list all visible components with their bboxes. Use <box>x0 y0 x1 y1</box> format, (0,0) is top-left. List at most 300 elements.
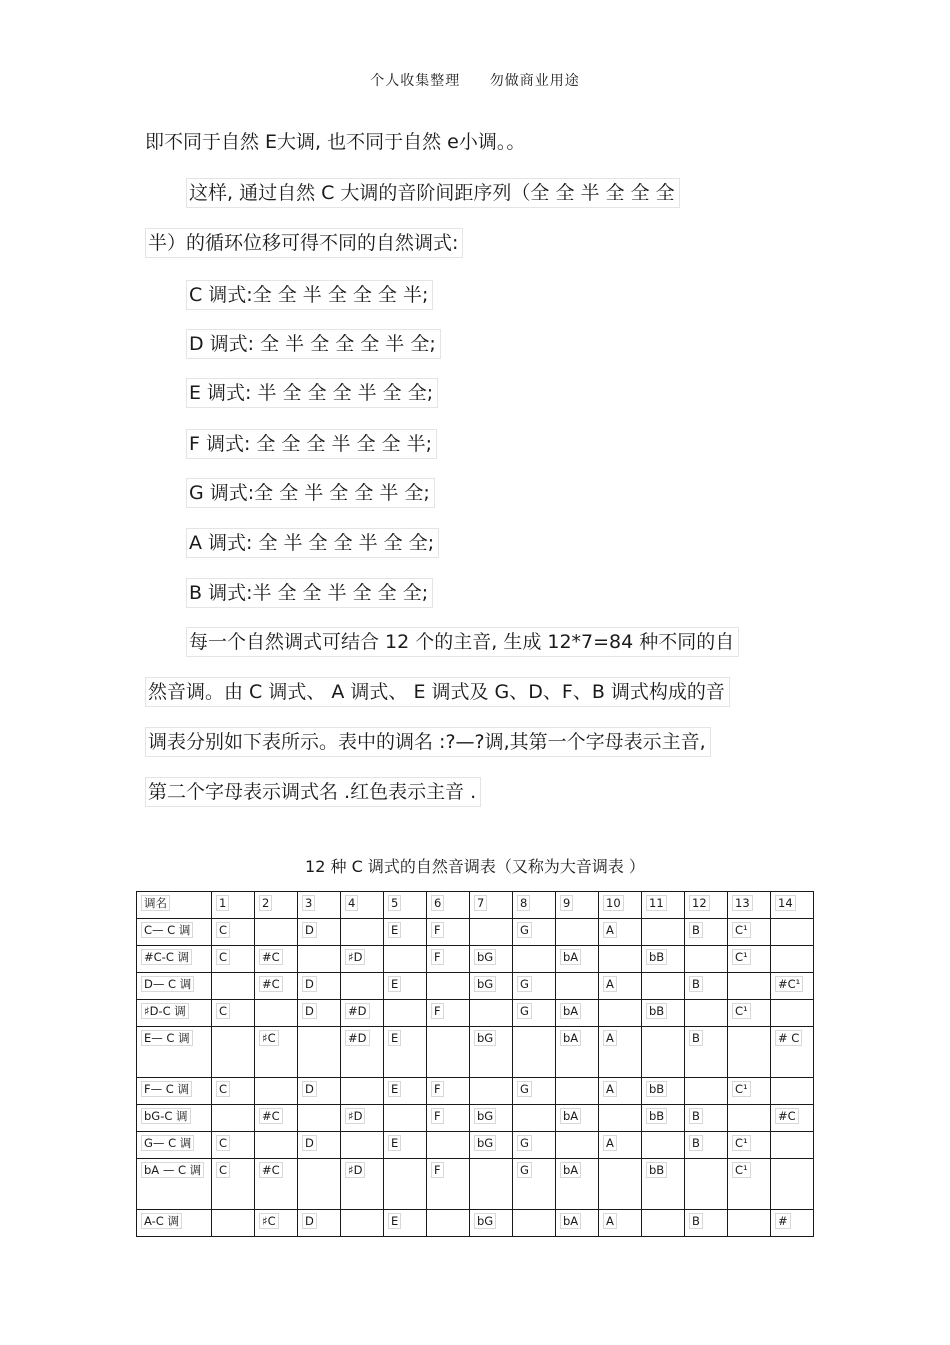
note-cell <box>513 1027 556 1078</box>
note-cell <box>384 946 427 973</box>
note-cell <box>771 1159 814 1210</box>
note-cell <box>470 973 513 1000</box>
note: C¹ <box>732 922 751 938</box>
key-name: bA — C 调 <box>141 1162 204 1178</box>
note: # <box>775 1213 791 1229</box>
note-cell <box>470 892 513 919</box>
note: ♯D <box>345 949 365 965</box>
note: ♯D <box>345 1162 365 1178</box>
note: G <box>517 1003 532 1019</box>
note: D <box>302 1003 317 1019</box>
note-cell <box>298 919 341 946</box>
note-cell <box>685 919 728 946</box>
note-cell <box>384 973 427 1000</box>
note-cell <box>599 1027 642 1078</box>
mode-line-b: B 调式:半 全 全 半 全 全 全; <box>186 578 433 608</box>
note-cell <box>728 973 771 1000</box>
mode-line-g: G 调式:全 全 半 全 全 半 全; <box>186 478 435 508</box>
key-name-cell <box>137 1000 212 1027</box>
note: bB <box>646 1003 667 1019</box>
note: 1 <box>216 895 229 911</box>
note: D <box>302 976 317 992</box>
mode-line-d: D 调式: 全 半 全 全 全 半 全; <box>186 329 441 359</box>
note-cell <box>685 1078 728 1105</box>
note-cell <box>255 946 298 973</box>
key-name: F— C 调 <box>141 1081 192 1097</box>
note-cell <box>341 1105 384 1132</box>
note: E <box>388 976 401 992</box>
note-cell <box>513 1000 556 1027</box>
note-cell <box>298 1000 341 1027</box>
key-name: E— C 调 <box>141 1030 193 1046</box>
mode-line-f: F 调式: 全 全 全 半 全 全 半; <box>186 429 437 459</box>
note-cell <box>556 892 599 919</box>
note: C <box>216 949 230 965</box>
note-cell <box>599 892 642 919</box>
note-cell <box>771 1210 814 1237</box>
note: bG <box>474 1030 496 1046</box>
key-name: C— C 调 <box>141 922 193 938</box>
header-left: 个人收集整理 <box>370 73 461 89</box>
note-cell <box>599 1078 642 1105</box>
note-cell <box>728 1210 771 1237</box>
key-name: 调名 <box>141 895 170 911</box>
note-cell <box>384 919 427 946</box>
note-cell <box>212 1132 255 1159</box>
key-name-cell <box>137 892 212 919</box>
paragraph-line: 调表分别如下表所示。表中的调名 :?—?调,其第一个字母表示主音, <box>145 727 711 757</box>
table-row <box>137 1105 814 1132</box>
note-cell <box>771 946 814 973</box>
note-cell <box>771 919 814 946</box>
note: bG <box>474 1108 496 1124</box>
note-cell <box>771 1000 814 1027</box>
note-cell <box>728 1105 771 1132</box>
key-table <box>136 891 814 1237</box>
note: 10 <box>603 895 624 911</box>
note-cell <box>384 1132 427 1159</box>
note: 9 <box>560 895 573 911</box>
note: A <box>603 922 617 938</box>
note: C¹ <box>732 1003 751 1019</box>
note: A <box>603 1135 617 1151</box>
note: A <box>603 1081 617 1097</box>
note-cell <box>728 1132 771 1159</box>
note-cell <box>384 1027 427 1078</box>
note-cell <box>470 919 513 946</box>
key-name: D— C 调 <box>141 976 194 992</box>
note: C¹ <box>732 1081 751 1097</box>
note-cell <box>470 1027 513 1078</box>
table-row <box>137 1078 814 1105</box>
note-cell <box>341 1078 384 1105</box>
note-cell <box>728 1000 771 1027</box>
note-cell <box>642 1027 685 1078</box>
note: 8 <box>517 895 530 911</box>
note-cell <box>599 1132 642 1159</box>
note-cell <box>728 919 771 946</box>
note-cell <box>556 946 599 973</box>
note-cell <box>341 1132 384 1159</box>
note: C <box>216 1003 230 1019</box>
note: #D <box>345 1030 370 1046</box>
note: bA <box>560 1108 581 1124</box>
note-cell <box>642 946 685 973</box>
note-cell <box>470 1000 513 1027</box>
note-cell <box>513 1132 556 1159</box>
note-cell <box>298 1159 341 1210</box>
note: C <box>216 1162 230 1178</box>
note: G <box>517 922 532 938</box>
note-cell <box>384 1210 427 1237</box>
key-name: A-C 调 <box>141 1213 182 1229</box>
note-cell <box>556 919 599 946</box>
note-cell <box>599 1105 642 1132</box>
note: # C <box>775 1030 802 1046</box>
note: bA <box>560 1162 581 1178</box>
note-cell <box>470 1078 513 1105</box>
note: #C¹ <box>775 976 803 992</box>
note-cell <box>341 1027 384 1078</box>
note-cell <box>556 1210 599 1237</box>
note-cell <box>642 973 685 1000</box>
note-cell <box>470 946 513 973</box>
note: ♯C <box>259 1213 279 1229</box>
note: 6 <box>431 895 444 911</box>
note: 2 <box>259 895 272 911</box>
note-cell <box>556 1105 599 1132</box>
note-cell <box>642 1105 685 1132</box>
note-cell <box>513 919 556 946</box>
key-name: bG-C 调 <box>141 1108 191 1124</box>
note: bB <box>646 1108 667 1124</box>
paragraph-line: 然音调。由 C 调式、 A 调式、 E 调式及 G、D、F、B 调式构成的音 <box>145 677 730 707</box>
table-row <box>137 1000 814 1027</box>
note: C¹ <box>732 1162 751 1178</box>
note: G <box>517 1162 532 1178</box>
note-cell <box>255 919 298 946</box>
key-name-cell <box>137 973 212 1000</box>
note-cell <box>513 1210 556 1237</box>
note-cell <box>685 1132 728 1159</box>
note-cell <box>685 1210 728 1237</box>
note-cell <box>513 892 556 919</box>
note-cell <box>427 946 470 973</box>
note: A <box>603 1213 617 1229</box>
note-cell <box>771 892 814 919</box>
note-cell <box>642 919 685 946</box>
note-cell <box>298 1210 341 1237</box>
note-cell <box>599 1159 642 1210</box>
note: bG <box>474 1135 496 1151</box>
table-row <box>137 919 814 946</box>
note-cell <box>771 973 814 1000</box>
note: B <box>689 976 703 992</box>
note: 14 <box>775 895 796 911</box>
note: 7 <box>474 895 487 911</box>
note: #C <box>259 949 283 965</box>
note-cell <box>427 973 470 1000</box>
note-cell <box>513 1078 556 1105</box>
note-cell <box>255 1027 298 1078</box>
note-cell <box>556 1027 599 1078</box>
note-cell <box>341 1159 384 1210</box>
note-cell <box>771 1132 814 1159</box>
note-cell <box>513 1159 556 1210</box>
note: bG <box>474 949 496 965</box>
table-row <box>137 1210 814 1237</box>
note-cell <box>212 1105 255 1132</box>
key-name-cell <box>137 1078 212 1105</box>
mode-line-e: E 调式: 半 全 全 全 半 全 全; <box>186 378 438 408</box>
note-cell <box>341 1210 384 1237</box>
note-cell <box>298 973 341 1000</box>
table-row <box>137 946 814 973</box>
note-cell <box>212 1078 255 1105</box>
note-cell <box>599 973 642 1000</box>
key-name-cell <box>137 946 212 973</box>
paragraph-line: 半）的循环位移可得不同的自然调式: <box>145 228 463 258</box>
note-cell <box>728 946 771 973</box>
note-cell <box>341 919 384 946</box>
note: C¹ <box>732 1135 751 1151</box>
note: 3 <box>302 895 315 911</box>
note-cell <box>384 892 427 919</box>
note-cell <box>384 1105 427 1132</box>
note-cell <box>642 1210 685 1237</box>
note: D <box>302 1135 317 1151</box>
note-cell <box>642 1078 685 1105</box>
note-cell <box>556 1000 599 1027</box>
note: ♯D <box>345 1108 365 1124</box>
note-cell <box>212 1027 255 1078</box>
note-cell <box>212 973 255 1000</box>
table-row <box>137 973 814 1000</box>
note: #C <box>259 976 283 992</box>
key-name: #C-C 调 <box>141 949 192 965</box>
note: E <box>388 922 401 938</box>
note: D <box>302 922 317 938</box>
note-cell <box>513 973 556 1000</box>
note-cell <box>212 1210 255 1237</box>
note: E <box>388 1213 401 1229</box>
note-cell <box>470 1159 513 1210</box>
note-cell <box>212 892 255 919</box>
note-cell <box>642 892 685 919</box>
note: C <box>216 1135 230 1151</box>
note-cell <box>341 973 384 1000</box>
note: A <box>603 1030 617 1046</box>
key-name-cell <box>137 1210 212 1237</box>
note-cell <box>513 1105 556 1132</box>
note-cell <box>255 973 298 1000</box>
note-cell <box>427 1000 470 1027</box>
note-cell <box>728 1159 771 1210</box>
note: C <box>216 922 230 938</box>
table-header-row <box>137 892 814 919</box>
note: F <box>431 1081 444 1097</box>
note-cell <box>599 919 642 946</box>
note-cell <box>298 1132 341 1159</box>
note-cell <box>685 1159 728 1210</box>
note: bG <box>474 1213 496 1229</box>
note-cell <box>255 1132 298 1159</box>
note-cell <box>427 919 470 946</box>
note: B <box>689 1135 703 1151</box>
note: 4 <box>345 895 358 911</box>
note: G <box>517 976 532 992</box>
key-name-cell <box>137 1132 212 1159</box>
note-cell <box>470 1132 513 1159</box>
key-name-cell <box>137 1105 212 1132</box>
paragraph-line: 每一个自然调式可结合 12 个的主音, 生成 12*7=84 种不同的自 <box>186 627 739 657</box>
note-cell <box>298 1078 341 1105</box>
note: E <box>388 1081 401 1097</box>
note: D <box>302 1081 317 1097</box>
note: C¹ <box>732 949 751 965</box>
note-cell <box>685 1105 728 1132</box>
note: #C <box>259 1162 283 1178</box>
note-cell <box>255 1210 298 1237</box>
note-cell <box>384 1078 427 1105</box>
note-cell <box>470 1105 513 1132</box>
note-cell <box>599 1210 642 1237</box>
note-cell <box>556 1078 599 1105</box>
note: bA <box>560 1213 581 1229</box>
note: C <box>216 1081 230 1097</box>
note: B <box>689 1108 703 1124</box>
note-cell <box>298 946 341 973</box>
note-cell <box>771 1078 814 1105</box>
note-cell <box>298 892 341 919</box>
header-right: 勿做商业用途 <box>489 73 580 89</box>
note-cell <box>556 1159 599 1210</box>
note-cell <box>255 1159 298 1210</box>
note: 13 <box>732 895 753 911</box>
note-cell <box>212 919 255 946</box>
note-cell <box>685 973 728 1000</box>
note-cell <box>427 1210 470 1237</box>
note: 12 <box>689 895 710 911</box>
mode-line-c: C 调式:全 全 半 全 全 全 半; <box>186 280 433 310</box>
note: #D <box>345 1003 370 1019</box>
note: 5 <box>388 895 401 911</box>
note-cell <box>427 1159 470 1210</box>
note-cell <box>427 1078 470 1105</box>
note-cell <box>255 1105 298 1132</box>
note: ♯C <box>259 1030 279 1046</box>
table-row <box>137 1027 814 1078</box>
note-cell <box>728 1078 771 1105</box>
note-cell <box>298 1027 341 1078</box>
note: B <box>689 922 703 938</box>
note: D <box>302 1213 317 1229</box>
note: bG <box>474 976 496 992</box>
note: bA <box>560 949 581 965</box>
note: E <box>388 1135 401 1151</box>
note-cell <box>427 1132 470 1159</box>
note: F <box>431 1108 444 1124</box>
note-cell <box>427 1105 470 1132</box>
note-cell <box>470 1210 513 1237</box>
note-cell <box>685 946 728 973</box>
note: G <box>517 1135 532 1151</box>
key-name-cell <box>137 1027 212 1078</box>
note-cell <box>599 1000 642 1027</box>
note-cell <box>728 1027 771 1078</box>
note-cell <box>642 1159 685 1210</box>
table-row <box>137 1132 814 1159</box>
note-cell <box>427 1027 470 1078</box>
note-cell <box>728 892 771 919</box>
key-name-cell <box>137 919 212 946</box>
note: F <box>431 922 444 938</box>
note: bA <box>560 1030 581 1046</box>
note-cell <box>384 1000 427 1027</box>
note-cell <box>771 1027 814 1078</box>
note-cell <box>298 1105 341 1132</box>
note: F <box>431 949 444 965</box>
key-name: G— C 调 <box>141 1135 194 1151</box>
note: bB <box>646 1162 667 1178</box>
note: B <box>689 1030 703 1046</box>
note-cell <box>341 1000 384 1027</box>
note: #C <box>775 1108 799 1124</box>
paragraph-line: 即不同于自然 E大调, 也不同于自然 e小调。。 <box>145 131 526 153</box>
note: E <box>388 1030 401 1046</box>
note-cell <box>685 1027 728 1078</box>
note: A <box>603 976 617 992</box>
note-cell <box>212 1159 255 1210</box>
note-cell <box>341 946 384 973</box>
note-cell <box>771 1105 814 1132</box>
paragraph-line: 第二个字母表示调式名 .红色表示主音 . <box>145 777 481 807</box>
note-cell <box>685 892 728 919</box>
table-row <box>137 1159 814 1210</box>
note-cell <box>513 946 556 973</box>
paragraph-line: 这样, 通过自然 C 大调的音阶间距序列（全 全 半 全 全 全 <box>186 178 680 208</box>
key-name-cell <box>137 1159 212 1210</box>
note-cell <box>255 1000 298 1027</box>
note-cell <box>341 892 384 919</box>
note: F <box>431 1003 444 1019</box>
note-cell <box>427 892 470 919</box>
note: bB <box>646 1081 667 1097</box>
note-cell <box>556 1132 599 1159</box>
note-cell <box>384 1159 427 1210</box>
note-cell <box>212 946 255 973</box>
note: bA <box>560 1003 581 1019</box>
note: G <box>517 1081 532 1097</box>
page-header <box>0 70 950 90</box>
mode-line-a: A 调式: 全 半 全 全 半 全 全; <box>186 528 439 558</box>
note-cell <box>556 973 599 1000</box>
note-cell <box>642 1000 685 1027</box>
table-title: 12 种 C 调式的自然音调表（又称为大音调表 ） <box>305 857 645 876</box>
note-cell <box>642 1132 685 1159</box>
note: bB <box>646 949 667 965</box>
note: B <box>689 1213 703 1229</box>
note: 11 <box>646 895 667 911</box>
note: #C <box>259 1108 283 1124</box>
note-cell <box>212 1000 255 1027</box>
note-cell <box>685 1000 728 1027</box>
note-cell <box>599 946 642 973</box>
key-name: ♯D-C 调 <box>141 1003 189 1019</box>
note: F <box>431 1162 444 1178</box>
note-cell <box>255 1078 298 1105</box>
note-cell <box>255 892 298 919</box>
